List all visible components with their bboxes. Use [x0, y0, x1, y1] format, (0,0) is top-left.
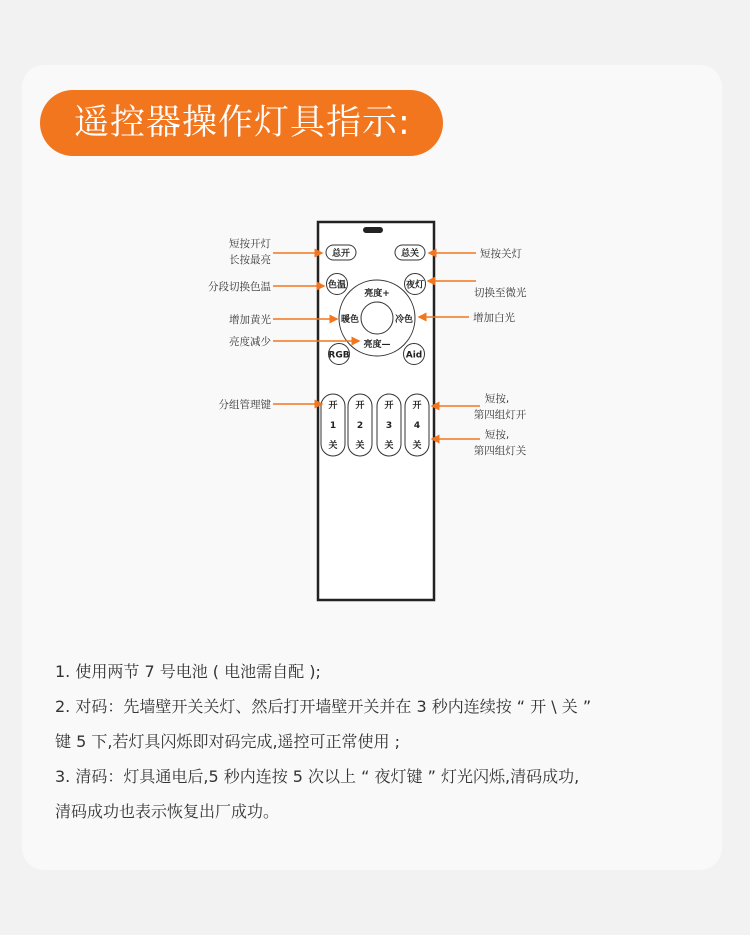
note-line-2: 2. 对码：先墙壁开关关灯、然后打开墙壁开关并在 3 秒内连续按 “ 开 \ 关 ” — [55, 697, 592, 716]
cool-button[interactable]: 冷色 — [394, 315, 414, 325]
group-4-number: 4 — [413, 421, 421, 431]
label-all-on-short: 短按开灯 — [229, 238, 271, 250]
group-1-key[interactable] — [321, 394, 345, 456]
note-line-1: 1. 使用两节 7 号电池 ( 电池需自配 ); — [55, 662, 321, 681]
brightness-up-button[interactable]: 亮度+ — [364, 289, 390, 299]
remote-ir-window — [363, 227, 383, 233]
group-1-on: 开 — [328, 401, 338, 411]
label-color-temp: 分段切换色温 — [208, 281, 271, 293]
group-2-off: 关 — [355, 441, 365, 451]
note-line-3: 键 5 下,若灯具闪烁即对码完成,遥控可正常使用 ; — [55, 732, 401, 751]
label-night-light: 切换至微光 — [474, 287, 527, 299]
night-light-label: 夜灯 — [405, 280, 425, 291]
all-on-button[interactable] — [326, 245, 356, 260]
rgb-button[interactable] — [328, 344, 349, 365]
group-1-off: 关 — [328, 441, 338, 451]
group-3-key[interactable] — [377, 394, 401, 456]
aid-label: Aid — [405, 350, 423, 361]
label-all-on-long: 长按最亮 — [229, 254, 271, 266]
page-title: 遥控器操作灯具指示: — [40, 90, 443, 156]
warm-button[interactable]: 暖色 — [340, 315, 360, 325]
group-2-on: 开 — [355, 401, 365, 411]
rgb-label: RGB — [328, 350, 350, 361]
brightness-down-button[interactable]: 亮度— — [363, 340, 391, 350]
label-group-keys: 分组管理键 — [218, 399, 271, 411]
instructions — [55, 654, 705, 829]
group-3-number: 3 — [385, 421, 393, 431]
group-1-number: 1 — [329, 421, 337, 431]
group-2-key[interactable] — [348, 394, 372, 456]
aid-button[interactable] — [404, 344, 425, 365]
label-group4-on-1: 短按, — [484, 393, 510, 405]
group-2-number: 2 — [356, 421, 364, 431]
group-4-key[interactable] — [405, 394, 429, 456]
night-light-button[interactable] — [405, 274, 426, 295]
note-line-5: 清码成功也表示恢复出厂成功。 — [55, 802, 280, 821]
all-on-label: 总开 — [331, 249, 351, 259]
group-4-on: 开 — [412, 401, 422, 411]
group-3-off: 关 — [384, 441, 394, 451]
dpad-center-button[interactable] — [361, 302, 393, 334]
label-group4-off-1: 短按, — [484, 429, 510, 441]
group-4-off: 关 — [412, 441, 422, 451]
color-temp-label: 色温 — [327, 280, 347, 291]
group-3-on: 开 — [384, 401, 394, 411]
label-brightness-down: 亮度减少 — [229, 336, 271, 348]
all-off-button[interactable] — [395, 245, 425, 260]
color-temp-button[interactable] — [327, 274, 348, 295]
label-group4-off-2: 第四组灯关 — [473, 445, 527, 457]
label-all-off: 短按关灯 — [480, 248, 522, 260]
label-group4-on-2: 第四组灯开 — [473, 409, 527, 421]
note-line-4: 3. 清码：灯具通电后,5 秒内连按 5 次以上 “ 夜灯键 ” 灯光闪烁,清码成功, — [55, 767, 580, 786]
all-off-label: 总关 — [400, 249, 420, 259]
label-warm: 增加黄光 — [229, 314, 271, 326]
label-cool: 增加白光 — [473, 312, 515, 324]
